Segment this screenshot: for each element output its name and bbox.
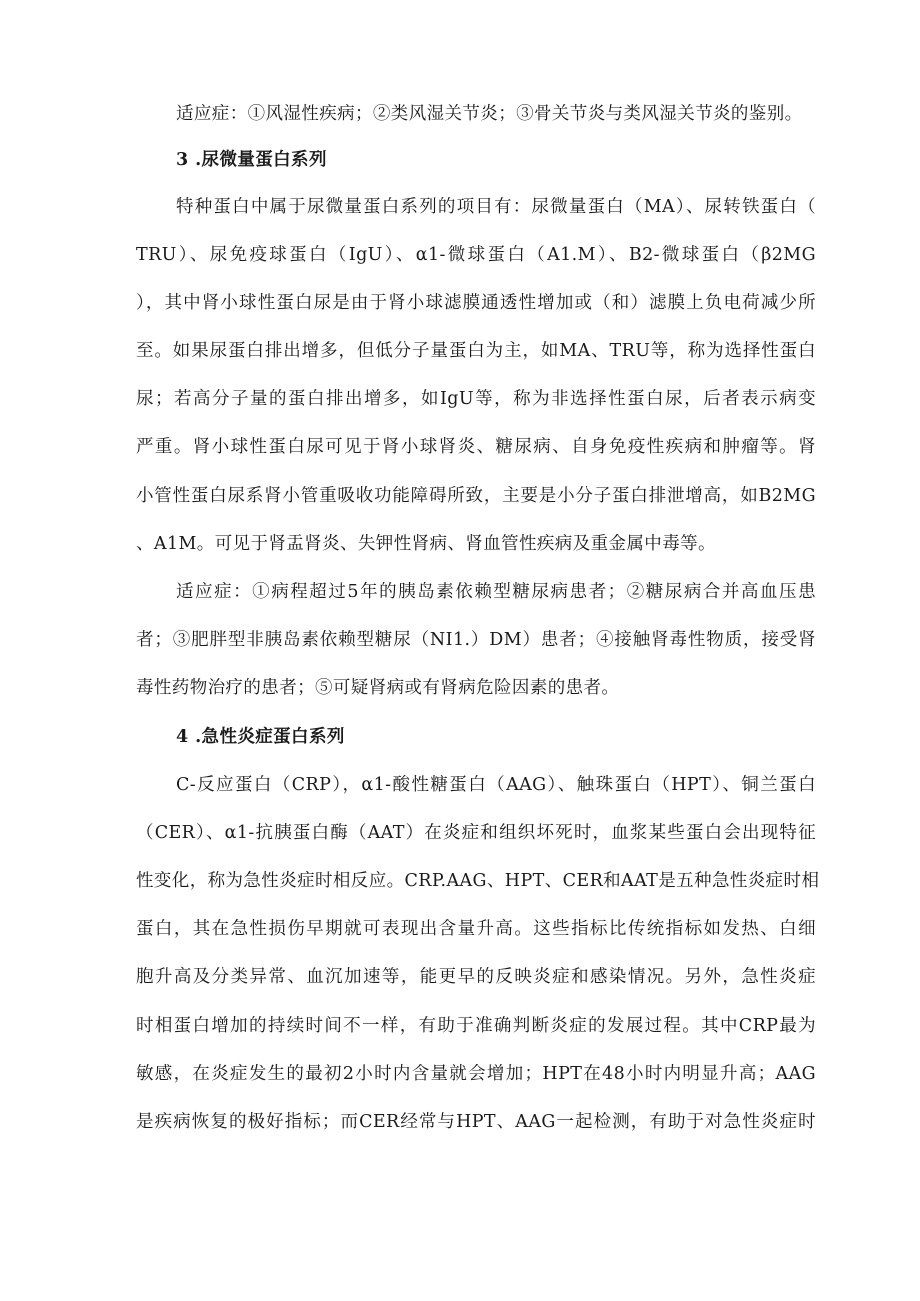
text-line: 尿；若高分子量的蛋白排出增多，如IgU等，称为非选择性蛋白尿，后者表示病变 <box>136 389 816 409</box>
text-line: 蛋白，其在急性损伤早期就可表现出含量升高。这些指标比传统指标如发热、白细 <box>136 919 816 939</box>
text-line: 性变化，称为急性炎症时相反应。CRP.AAG、HPT、CER和AAT是五种急性炎症时相 <box>136 871 820 891</box>
text-line: 毒性药物治疗的患者；⑤可疑肾病或有肾病危险因素的患者。 <box>136 678 620 698</box>
text-line: 严重。肾小球性蛋白尿可见于肾小球肾炎、糖尿病、自身免疫性疾病和肿瘤等。肾 <box>136 437 816 457</box>
section-heading-3: 3 .尿微量蛋白系列 <box>176 150 327 170</box>
text-line: C-反应蛋白（CRP），α1-酸性糖蛋白（AAG）、触珠蛋白（HPT）、铜兰蛋白 <box>176 775 816 795</box>
text-line: 特种蛋白中属于尿微量蛋白系列的项目有：尿微量蛋白（MA）、尿转铁蛋白（ <box>176 197 816 217</box>
text-line: TRU）、尿免疫球蛋白（IgU）、α1-微球蛋白（A1.M）、B2-微球蛋白（β2MG <box>136 245 816 265</box>
text-line: 适应症：①风湿性疾病；②类风湿关节炎；③骨关节炎与类风湿关节炎的鉴别。 <box>176 104 803 124</box>
text-line: （CER）、α1-抗胰蛋白酶（AAT）在炎症和组织坏死时，血浆某些蛋白会出现特征 <box>136 823 816 843</box>
text-line: 敏感，在炎症发生的最初2小时内含量就会增加；HPT在48小时内明显升高；AAG <box>136 1064 816 1084</box>
text-line: 小管性蛋白尿系肾小管重吸收功能障碍所致，主要是小分子蛋白排泄增高，如B2MG <box>136 486 816 506</box>
text-line: 是疾病恢复的极好指标；而CER经常与HPT、AAG一起检测，有助于对急性炎症时 <box>136 1112 816 1132</box>
text-line: 、A1M。可见于肾盂肾炎、失钾性肾病、肾血管性疾病及重金属中毒等。 <box>136 534 716 554</box>
section-heading-4: 4 .急性炎症蛋白系列 <box>176 727 345 747</box>
text-line: 者；③肥胖型非胰岛素依赖型糖尿（NI1.）DM）患者；④接触肾毒性物质，接受肾 <box>136 630 816 650</box>
text-line: 时相蛋白增加的持续时间不一样，有助于准确判断炎症的发展过程。其中CRP最为 <box>136 1016 816 1036</box>
text-line: 适应症：①病程超过5年的胰岛素依赖型糖尿病患者；②糖尿病合并高血压患 <box>176 582 816 602</box>
text-line: 胞升高及分类异常、血沉加速等，能更早的反映炎症和感染情况。另外，急性炎症 <box>136 967 816 987</box>
text-line: ），其中肾小球性蛋白尿是由于肾小球滤膜通透性增加或（和）滤膜上负电荷减少所 <box>136 293 816 313</box>
text-line: 至。如果尿蛋白排出增多，但低分子量蛋白为主，如MA、TRU等，称为选择性蛋白 <box>136 341 816 361</box>
